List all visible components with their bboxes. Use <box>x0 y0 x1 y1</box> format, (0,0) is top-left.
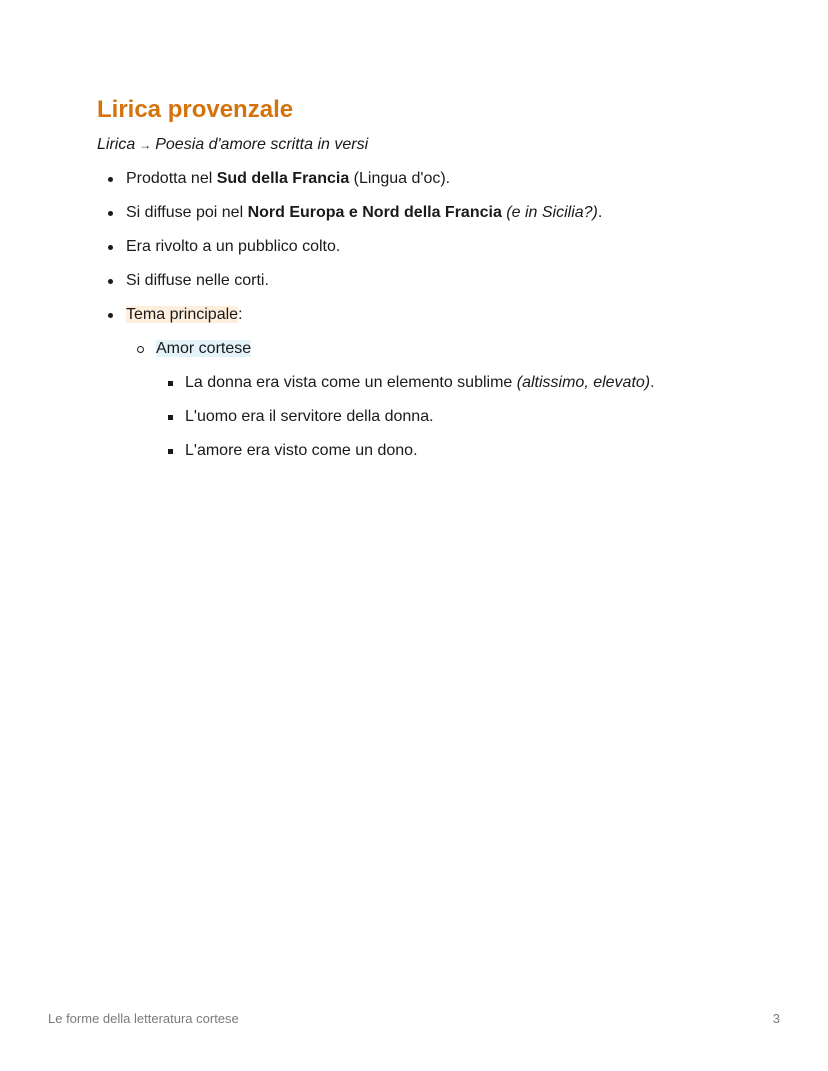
item-text: : <box>238 306 243 323</box>
main-bullet-list <box>97 168 777 462</box>
item-text: . <box>650 374 655 391</box>
page-content <box>97 92 777 474</box>
item-text: . <box>597 204 603 221</box>
list-item-audience <box>97 236 777 258</box>
sub-bullet-list <box>126 338 777 462</box>
list-item-main-theme <box>97 304 777 462</box>
item-bold-text: Nord Europa e Nord della Francia <box>247 204 502 221</box>
footer-document-title: Le forme della letteratura cortese <box>48 1011 239 1026</box>
arrow-icon: → <box>139 138 152 152</box>
definition-term: Lirica <box>97 136 136 153</box>
item-text: (Lingua d'oc). <box>349 170 451 187</box>
item-italic-text: (e in Sicilia?) <box>506 204 598 221</box>
list-item-man <box>156 406 777 428</box>
list-item-love <box>156 440 777 462</box>
item-text: Si diffuse nelle corti. <box>126 272 269 289</box>
highlighted-text: Amor cortese <box>156 340 252 357</box>
item-italic-text: (altissimo, elevato) <box>516 374 651 391</box>
item-text: Prodotta nel <box>126 170 217 187</box>
list-item-courts <box>97 270 777 292</box>
item-text: Si diffuse poi nel <box>126 204 248 221</box>
item-bold-text: Sud della Francia <box>216 170 350 187</box>
definition-text: Poesia d'amore scritta in versi <box>155 136 369 153</box>
item-text: L'uomo era il servitore della donna. <box>185 408 434 425</box>
definition-line <box>97 134 777 156</box>
sub-sub-bullet-list <box>156 372 777 462</box>
item-text: La donna era vista come un elemento sublime <box>185 374 517 391</box>
highlighted-text: Tema principale <box>126 306 239 323</box>
item-text: Era rivolto a un pubblico colto. <box>126 238 341 255</box>
list-item-origin <box>97 168 777 190</box>
list-item-woman <box>156 372 777 394</box>
page-title: Lirica provenzale <box>97 96 294 123</box>
list-item-diffusion <box>97 202 777 224</box>
footer-page-number: 3 <box>772 1011 780 1026</box>
item-text: L'amore era visto come un dono. <box>185 442 418 459</box>
list-item-amor-cortese <box>126 338 777 462</box>
